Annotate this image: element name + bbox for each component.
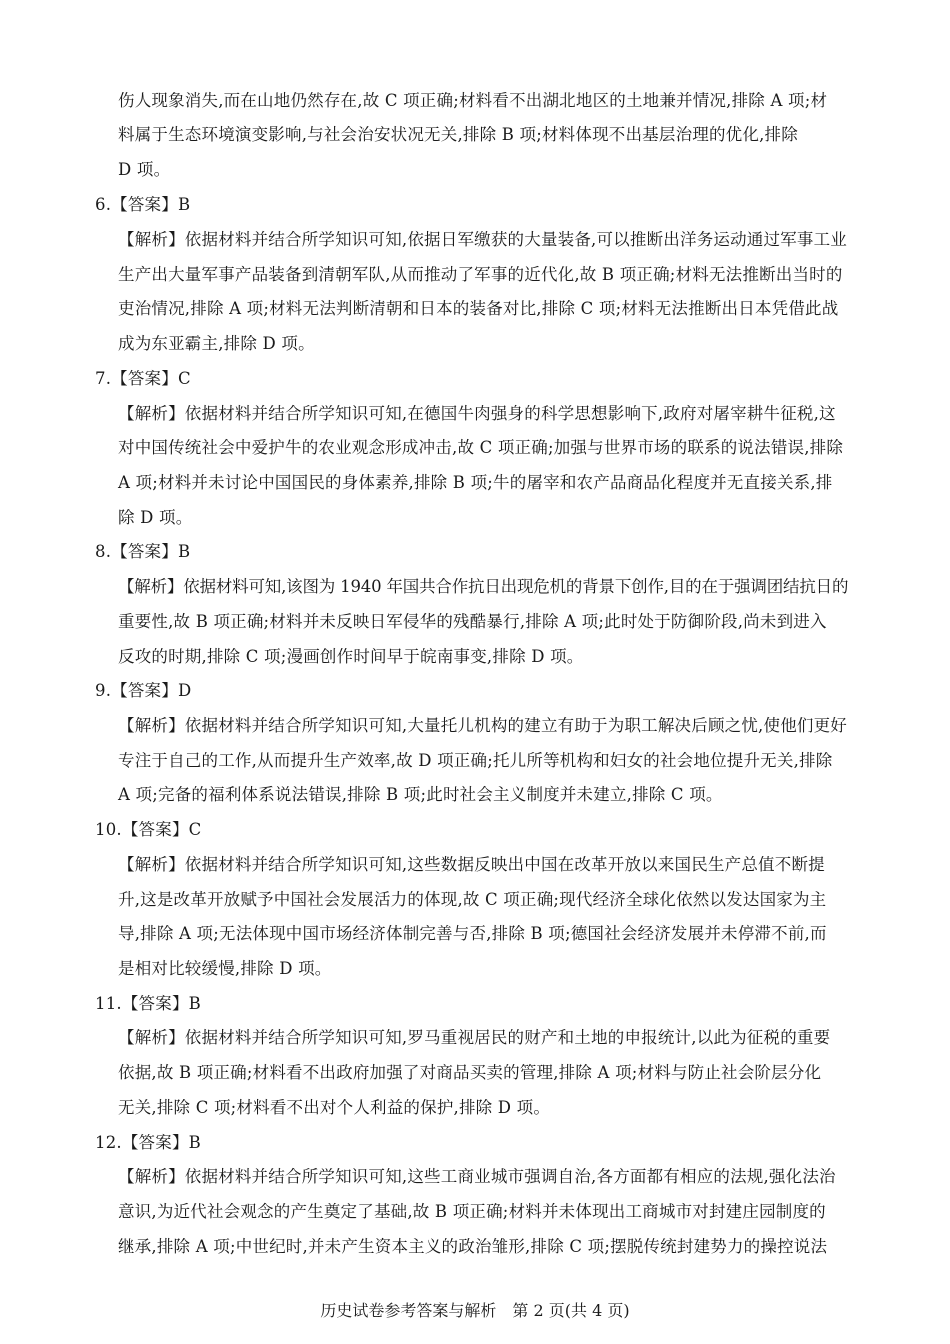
text-line: 吏治情况,排除 A 项;材料无法判断清朝和日本的装备对比,排除 C 项;材料无法推断出日本凭借此战 bbox=[118, 299, 839, 318]
text-line: A 项;完备的福利体系说法错误,排除 B 项;此时社会主义制度并未建立,排除 C 项。 bbox=[118, 785, 723, 804]
text-line: 无关,排除 C 项;材料看不出对个人利益的保护,排除 D 项。 bbox=[118, 1098, 551, 1117]
text-line: 升,这是改革开放赋予中国社会发展活力的体现,故 C 项正确;现代经济全球化依然以发达国家为主 bbox=[118, 890, 827, 909]
text-line: 专注于自己的工作,从而提升生产效率,故 D 项正确;托儿所等机构和妇女的社会地位提升无关,排除 bbox=[118, 751, 833, 770]
text-line: 【解析】依据材料并结合所学知识可知,依据日军缴获的大量装备,可以推断出洋务运动通过军事工业 bbox=[118, 230, 847, 249]
text-line: 反攻的时期,排除 C 项;漫画创作时间早于皖南事变,排除 D 项。 bbox=[118, 647, 584, 666]
text-line: 除 D 项。 bbox=[118, 508, 193, 527]
text-line: 料属于生态环境演变影响,与社会治安状况无关,排除 B 项;材料体现不出基层治理的优化,排除 bbox=[118, 125, 798, 144]
text-line: 成为东亚霸主,排除 D 项。 bbox=[118, 334, 315, 353]
text-line: 【解析】依据材料并结合所学知识可知,在德国牛肉强身的科学思想影响下,政府对屠宰耕牛征税,这 bbox=[118, 404, 836, 423]
text-line: 生产出大量军事产品装备到清朝军队,从而推动了军事的近代化,故 B 项正确;材料无法推断出当时的 bbox=[118, 265, 843, 284]
text-line: A 项;材料并未讨论中国国民的身体素养,排除 B 项;牛的屠宰和农产品商品化程度并无直接关系,排 bbox=[118, 473, 833, 492]
text-line: D 项。 bbox=[118, 160, 171, 179]
answer-heading-8: 8.【答案】B bbox=[95, 542, 191, 561]
text-line: 是相对比较缓慢,排除 D 项。 bbox=[118, 959, 332, 978]
text-line: 重要性,故 B 项正确;材料并未反映日军侵华的残酷暴行,排除 A 项;此时处于防御阶段,尚未到进入 bbox=[118, 612, 827, 631]
text-line: 伤人现象消失,而在山地仍然存在,故 C 项正确;材料看不出湖北地区的土地兼并情况,排除 A 项;材 bbox=[118, 91, 828, 110]
text-line: 对中国传统社会中爱护牛的农业观念形成冲击,故 C 项正确;加强与世界市场的联系的说法错误,排除 bbox=[118, 438, 844, 457]
answer-heading-7: 7.【答案】C bbox=[95, 369, 191, 388]
answer-heading-10: 10.【答案】C bbox=[95, 820, 202, 839]
answer-heading-9: 9.【答案】D bbox=[95, 681, 192, 700]
answer-heading-11: 11.【答案】B bbox=[95, 994, 201, 1013]
answer-heading-6: 6.【答案】B bbox=[95, 195, 191, 214]
text-line: 【解析】依据材料并结合所学知识可知,罗马重视居民的财产和土地的申报统计,以此为征税的重要 bbox=[118, 1028, 831, 1047]
text-line: 【解析】依据材料并结合所学知识可知,大量托儿机构的建立有助于为职工解决后顾之忧,使他们更好 bbox=[118, 716, 847, 735]
page-footer: 历史试卷参考答案与解析 第 2 页(共 4 页) bbox=[320, 1301, 630, 1320]
answer-heading-12: 12.【答案】B bbox=[95, 1133, 201, 1152]
text-line: 导,排除 A 项;无法体现中国市场经济体制完善与否,排除 B 项;德国社会经济发展并未停滞不前,而 bbox=[118, 924, 827, 943]
text-line: 继承,排除 A 项;中世纪时,并未产生资本主义的政治雏形,排除 C 项;摆脱传统封建势力的操控说法 bbox=[118, 1237, 828, 1256]
text-line: 意识,为近代社会观念的产生奠定了基础,故 B 项正确;材料并未体现出工商城市对封建庄园制度的 bbox=[118, 1202, 826, 1221]
text-line: 依据,故 B 项正确;材料看不出政府加强了对商品买卖的管理,排除 A 项;材料与防止社会阶层分化 bbox=[118, 1063, 822, 1082]
text-line: 【解析】依据材料并结合所学知识可知,这些工商业城市强调自治,各方面都有相应的法规,强化法治 bbox=[118, 1167, 836, 1186]
text-line: 【解析】依据材料可知,该图为 1940 年国共合作抗日出现危机的背景下创作,目的在于强调团结抗日的 bbox=[118, 577, 849, 596]
text-line: 【解析】依据材料并结合所学知识可知,这些数据反映出中国在改革开放以来国民生产总值不断提 bbox=[118, 855, 825, 874]
